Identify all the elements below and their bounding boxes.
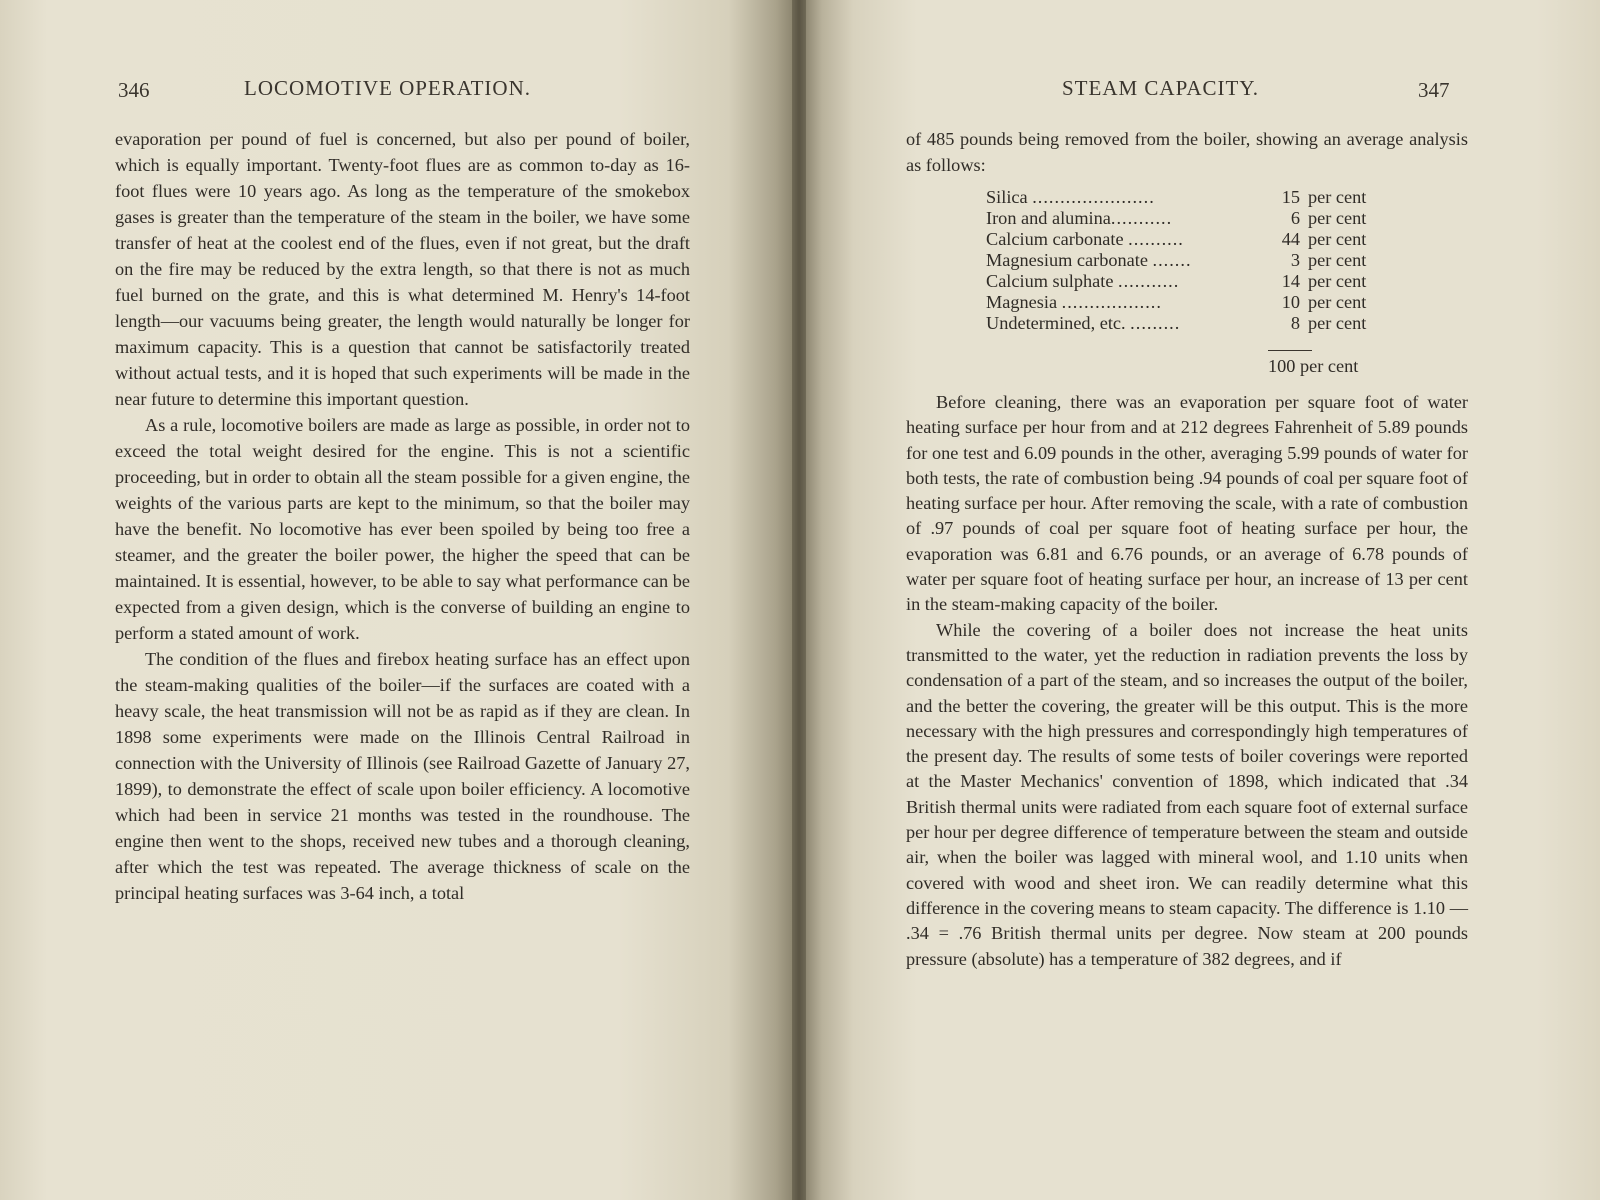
body-text — [906, 390, 1468, 972]
leader-dots: ....... — [1152, 250, 1192, 270]
table-row — [986, 292, 1376, 313]
scale-analysis-table — [986, 187, 1376, 334]
leader-dots: ...................... — [1032, 187, 1155, 207]
paragraph: evaporation per pound of fuel is concerned, but also per pound of boiler, which is equally important. Twenty-foot flues are as common to-day as 16-foot flues were 10 years ago. As long as the temperature of the smokebox gases is greater than the temperature of the steam in the boiler, we have some transfer of heat at the coolest end of the flues, even if not great, but the draft on the fire may be reduced by the extra length, so that there is not as much fuel burned on the grate, and this is what determined M. Henry's 14-foot length—our vacuums being greater, the length would naturally be longer for maximum capacity. This is a question that cannot be satisfactorily treated without actual tests, and it is hoped that such experiments will be made in the near future to determine this important question. — [115, 129, 690, 409]
constituent-label: Calcium carbonate — [986, 229, 1124, 249]
constituent-label: Calcium sulphate — [986, 271, 1114, 291]
table-row — [986, 208, 1376, 229]
percent-value: 14 — [1281, 271, 1300, 291]
table-row — [986, 313, 1376, 334]
paragraph: The condition of the flues and firebox heating surface has an effect upon the steam-making qualities of the boiler—if the surfaces are coated with a heavy scale, the heat transmission will not be as rapid as if they are clean. In 1898 some experiments were made on the Illinois Central Railroad in connection with the University of Illinois (see Railroad Gazette of January 27, 1899), to demonstrate the effect of scale upon boiler efficiency. A locomotive which had been in service 21 months was tested in the roundhouse. The engine then went to the shops, received new tubes and a thorough cleaning, after which the test was repeated. The average thickness of scale on the principal heating surfaces was 3-64 inch, a total — [115, 649, 690, 903]
constituent-label: Magnesium carbonate — [986, 250, 1148, 270]
constituent-label: Silica — [986, 187, 1028, 207]
table-total: 100 per cent — [1268, 356, 1359, 376]
table-row — [986, 229, 1376, 250]
percent-unit: per cent — [1308, 229, 1367, 249]
percent-unit: per cent — [1308, 313, 1367, 333]
leader-dots: .......... — [1128, 229, 1184, 249]
table-row — [986, 187, 1376, 208]
running-head: LOCOMOTIVE OPERATION. — [244, 76, 531, 100]
paragraph: of 485 pounds being removed from the boiler, showing an average analysis as follows: — [906, 129, 1468, 175]
percent-value: 44 — [1281, 229, 1300, 249]
percent-unit: per cent — [1308, 208, 1367, 228]
page-number: 347 — [1418, 78, 1450, 102]
right-page — [806, 0, 1600, 1200]
running-head: STEAM CAPACITY. — [1062, 76, 1260, 100]
paragraph: While the covering of a boiler does not increase the heat units transmitted to the water, yet the reduction in radiation prevents the loss by condensation of a part of the steam, and so increases the output of the boiler, and the better the covering, the greater will be this output. This is the more necessary with the high pressures and correspondingly high temperatures of the present day. The results of some tests of boiler coverings were reported at the Master Mechanics' convention of 1898, which indicated that .34 British thermal units were radiated from each square foot of external surface per hour per degree difference of temperature between the steam and outside air, when the boiler was lagged with mineral wool, and 1.10 units when covered with wood and sheet iron. We can readily determine what this difference in the covering means to steam capacity. The difference is 1.10 — .34 = .76 British thermal units per degree. Now steam at 200 pounds pressure (absolute) has a temperature of 382 degrees, and if — [906, 619, 1468, 969]
percent-value: 6 — [1290, 208, 1300, 228]
percent-value: 10 — [1281, 292, 1300, 312]
percent-unit: per cent — [1308, 271, 1367, 291]
book-gutter — [792, 0, 806, 1200]
page-number: 346 — [118, 78, 150, 102]
percent-unit: per cent — [1308, 187, 1367, 207]
body-text — [115, 126, 690, 906]
constituent-label: Undetermined, etc. — [986, 313, 1126, 333]
leader-dots: .................. — [1061, 292, 1162, 312]
percent-value: 3 — [1290, 250, 1300, 270]
leader-dots: ......... — [1130, 313, 1181, 333]
paragraph: As a rule, locomotive boilers are made as large as possible, in order not to exceed the total weight desired for the engine. This is not a scientific proceeding, but in order to obtain all the steam possible for a given engine, the weights of the various parts are kept to the minimum, so that the boiler may have the benefit. No locomotive has ever been spoiled by being too free a steamer, and the greater the boiler power, the higher the speed that can be maintained. It is essential, however, to be able to say what performance can be expected from a given design, which is the converse of building an engine to perform a stated amount of work. — [115, 415, 690, 643]
total-rule — [1268, 350, 1312, 351]
paragraph: Before cleaning, there was an evaporation per square foot of water heating surface per hour from and at 212 degrees Fahrenheit of 5.89 pounds for one test and 6.09 pounds in the other, averaging 5.99 pounds of water for both tests, the rate of combustion being .94 pounds of coal per square foot of heating surface per hour. After removing the scale, with a rate of combustion of .97 pounds of coal per square foot of heating surface per hour, the evaporation was 6.81 and 6.76 pounds, or an average of 6.78 pounds of water per square foot of heating surface per hour, an increase of 13 per cent in the steam-making capacity of the boiler. — [906, 392, 1468, 615]
leader-dots: ........... — [1118, 271, 1180, 291]
table-row — [986, 250, 1376, 271]
percent-value: 15 — [1281, 187, 1300, 207]
constituent-label: Iron and alumina — [986, 208, 1111, 228]
constituent-label: Magnesia — [986, 292, 1058, 312]
table-row — [986, 271, 1376, 292]
left-page — [0, 0, 792, 1200]
leader-dots: ........... — [1110, 208, 1173, 228]
percent-unit: per cent — [1308, 250, 1367, 270]
body-text — [906, 126, 1468, 178]
percent-unit: per cent — [1308, 292, 1367, 312]
percent-value: 8 — [1290, 313, 1300, 333]
